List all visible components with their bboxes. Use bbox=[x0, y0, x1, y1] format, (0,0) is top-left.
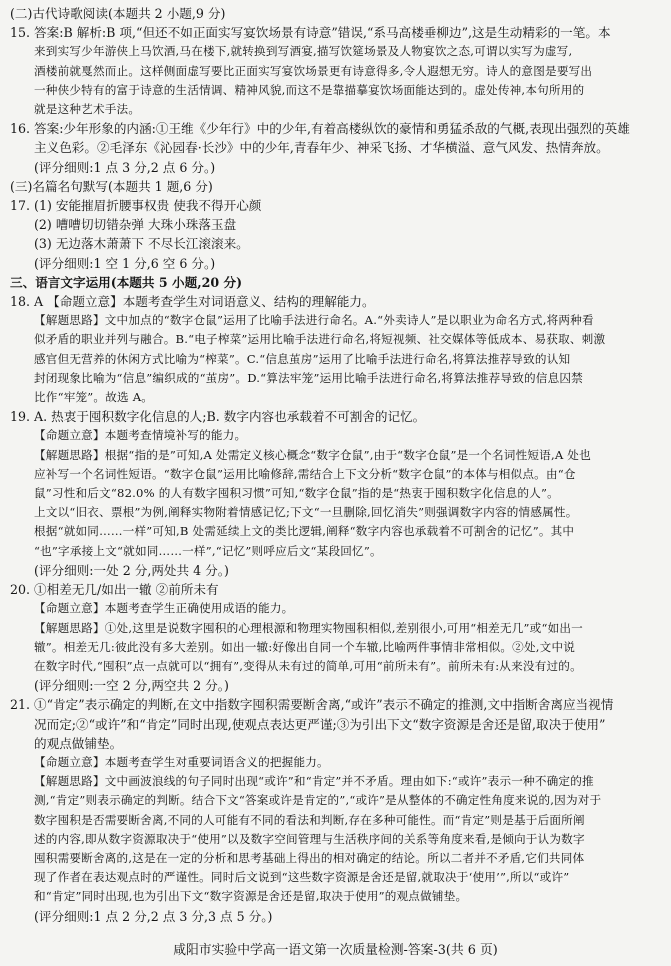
text-line: 16. 答案:少年形象的内涵:①王维《少年行》中的少年,有着高楼纵饮的豪情和勇猛杀敌的气概,表现出强烈的英雄 bbox=[10, 121, 630, 137]
answer-content bbox=[10, 4, 655, 926]
text-line: (评分细则:1 空 1 分,6 空 6 分。) bbox=[34, 255, 216, 271]
text-line: 【命题立意】本题考查情境补写的能力。 bbox=[34, 428, 247, 443]
text-line: 【解题思路】根据“指的是”可知,A 处需定义核心概念“数字仓鼠”,由于“数字仓鼠”是一个名词性短语,A 处也 bbox=[34, 447, 591, 462]
text-line: (3) 无边落木萧萧下 不尽长江滚滚来。 bbox=[34, 236, 249, 252]
text-line: “也”字承接上文“就如同……一样”,“记忆”则呼应后文“某段回忆”。 bbox=[34, 543, 382, 558]
text-line: 应补写一个名词性短语。“数字仓鼠”运用比喻修辞,需结合上下文分析“数字仓鼠”的本体与相似点。由“仓 bbox=[34, 466, 576, 481]
text-line: (评分细则:1 点 2 分,2 点 3 分,3 点 5 分。) bbox=[34, 908, 273, 924]
text-line: 辙”。相差无几:彼此没有多大差别。如出一辙:好像出自同一个车辙,比喻两件事情非常相似。②处,文中说 bbox=[34, 639, 576, 654]
text-line: 20. ①相差无几/如出一辙 ②前所未有 bbox=[10, 582, 219, 598]
text-line: 的观点做铺垫。 bbox=[34, 735, 123, 751]
text-line: 21. ①“肯定”表示确定的判断,在文中指数字囤积需要断舍离,“或许”表示不确定的推测,文中指断舍离应当视情 bbox=[10, 697, 614, 713]
text-line: 封闭现象比喻为“信息”编织成的“茧房”。D.“算法牢笼”运用比喻手法进行命名,将算法推荐导致的信息囚禁 bbox=[34, 370, 583, 385]
page-footer: 咸阳市实验中学高一语文第一次质量检测-答案-3(共 6 页) bbox=[173, 943, 498, 958]
text-line: 【解题思路】①处,这里是说数字囤积的心理根源和物理实物囤积相似,差别很小,可用“相差无几”或“如出一 bbox=[34, 620, 583, 635]
text-line: 主义色彩。②毛泽东《沁园春·长沙》中的少年,青春年少、神采飞扬、才华横溢、意气风发、热情奔放。 bbox=[34, 140, 609, 156]
text-line: 上文以“旧衣、票根”为例,阐释实物附着情感记忆;下文“一旦删除,回忆消失”则强调数字内容的情感属性。 bbox=[34, 505, 578, 520]
text-line: 和“肯定”同时出现,也为引出下文“数字资源是舍还是留,取决于使用”的观点做铺垫。 bbox=[34, 889, 468, 904]
text-line: 似矛盾的职业并列与融合。B.“电子榨菜”运用比喻手法进行命名,将短视频、社交媒体等低成本、易获取、刺激 bbox=[34, 332, 606, 347]
text-line: 述的内容,即从数字资源取决于“使用”以及数字空间管理与生活秩序间的关系等角度来看,是倾向于认为数字 bbox=[34, 831, 585, 846]
text-line: 感官但无营养的休闲方式比喻为“榨菜”。C.“信息茧房”运用了比喻手法进行命名,将算法推荐导致的认知 bbox=[34, 351, 571, 366]
text-line: 测,“肯定”则表示确定的判断。结合下文“答案或许是肯定的”,“或许”是从整体的不确定性角度来说的,因为对于 bbox=[34, 793, 602, 808]
text-line: (三)名篇名句默写(本题共 1 题,6 分) bbox=[10, 178, 213, 194]
text-line: 【命题立意】本题考查学生正确使用成语的能力。 bbox=[34, 601, 294, 616]
text-line: 鼠”习性和后文“82.0% 的人有数字囤积习惯”可知,“数字仓鼠”指的是“热衷于囤积数字化信息的人”。 bbox=[34, 486, 559, 501]
text-line: 现了作者在表达观点时的严谨性。同时后文说到“这些数字资源是舍还是留,就取决于‘使用’”,所以“或许” bbox=[34, 870, 570, 885]
text-line: (2) 嘈嘈切切错杂弹 大珠小珠落玉盘 bbox=[34, 217, 237, 233]
text-line: (评分细则:1 点 3 分,2 点 6 分。) bbox=[34, 159, 216, 175]
text-line: (评分细则:一空 2 分,两空共 2 分。) bbox=[34, 678, 229, 694]
text-line: 就是这种艺术手法。 bbox=[34, 102, 141, 117]
text-line: 囤积需要断舍离的,这是在一定的分析和思考基础上得出的相对确定的结论。所以二者并不矛盾,它们共同体 bbox=[34, 850, 585, 865]
text-line: 数字囤积是否需要断舍离,不同的人可能有不同的看法和判断,存在多种可能性。而“肯定”则是基于后面所阐 bbox=[34, 812, 585, 827]
text-line: (二)古代诗歌阅读(本题共 2 小题,9 分) bbox=[10, 6, 226, 21]
text-line: 三、语言文字运用(本题共 5 小题,20 分) bbox=[10, 274, 243, 290]
text-line: 18. A 【命题立意】本题考查学生对词语意义、结构的理解能力。 bbox=[10, 294, 375, 310]
text-line: 15. 答案:B 解析:B 项,“但还不如正面实写宴饮场景有诗意”错误,“系马高楼垂柳边”,这是生动精彩的一笔。本 bbox=[10, 25, 611, 41]
text-line: 况而定;②“或许”和“肯定”同时出现,使观点表达更严谨;③为引出下文“数字资源是舍还是留,取决于使用” bbox=[34, 716, 606, 732]
text-line: 【命题立意】本题考查学生对重要词语含义的把握能力。 bbox=[34, 754, 329, 769]
text-line: 根据“就如同……一样”可知,B 处需延续上文的类比逻辑,阐释“数字内容也承载着不可割舍的记忆”。其中 bbox=[34, 524, 575, 539]
text-line: 来到实写少年游侠上马饮酒,马在楼下,就转换到写酒宴,描写饮筵场景及人物宴饮之态,可谓以实写为虚写, bbox=[34, 44, 573, 59]
text-line: 一种侠少特有的富于诗意的生活情调、精神风貌,而这不是靠描摹宴饮场面能达到的。虚处传神,本句所用的 bbox=[34, 82, 585, 97]
text-line: (评分细则:一处 2 分,两处共 4 分。) bbox=[34, 562, 229, 578]
text-line: 【解题思路】文中画波浪线的句子同时出现“或许”和“肯定”并不矛盾。理由如下:“或许”表示一种不确定的推 bbox=[34, 774, 594, 789]
text-line: 酒楼前就戛然而止。这样侧面虚写要比正面实写宴饮场景更有诗意得多,令人遐想无穷。诗人的意图是要写出 bbox=[34, 63, 593, 78]
text-line: 在数字时代,“囤积”点一点就可以“拥有”,变得从未有过的简单,可用“前所未有”。前所未有:从来没有过的。 bbox=[34, 658, 582, 673]
text-line: 比作“牢笼”。故选 A。 bbox=[34, 390, 154, 405]
text-line: 【解题思路】文中加点的“数字仓鼠”运用了比喻手法进行命名。A.“外卖诗人”是以职业为命名方式,将两种看 bbox=[34, 313, 594, 328]
text-line: 19. A. 热衷于囤积数字化信息的人;B. 数字内容也承载着不可割舍的记忆。 bbox=[10, 409, 426, 425]
text-line: 17. (1) 安能摧眉折腰事权贵 使我不得开心颜 bbox=[10, 198, 262, 214]
